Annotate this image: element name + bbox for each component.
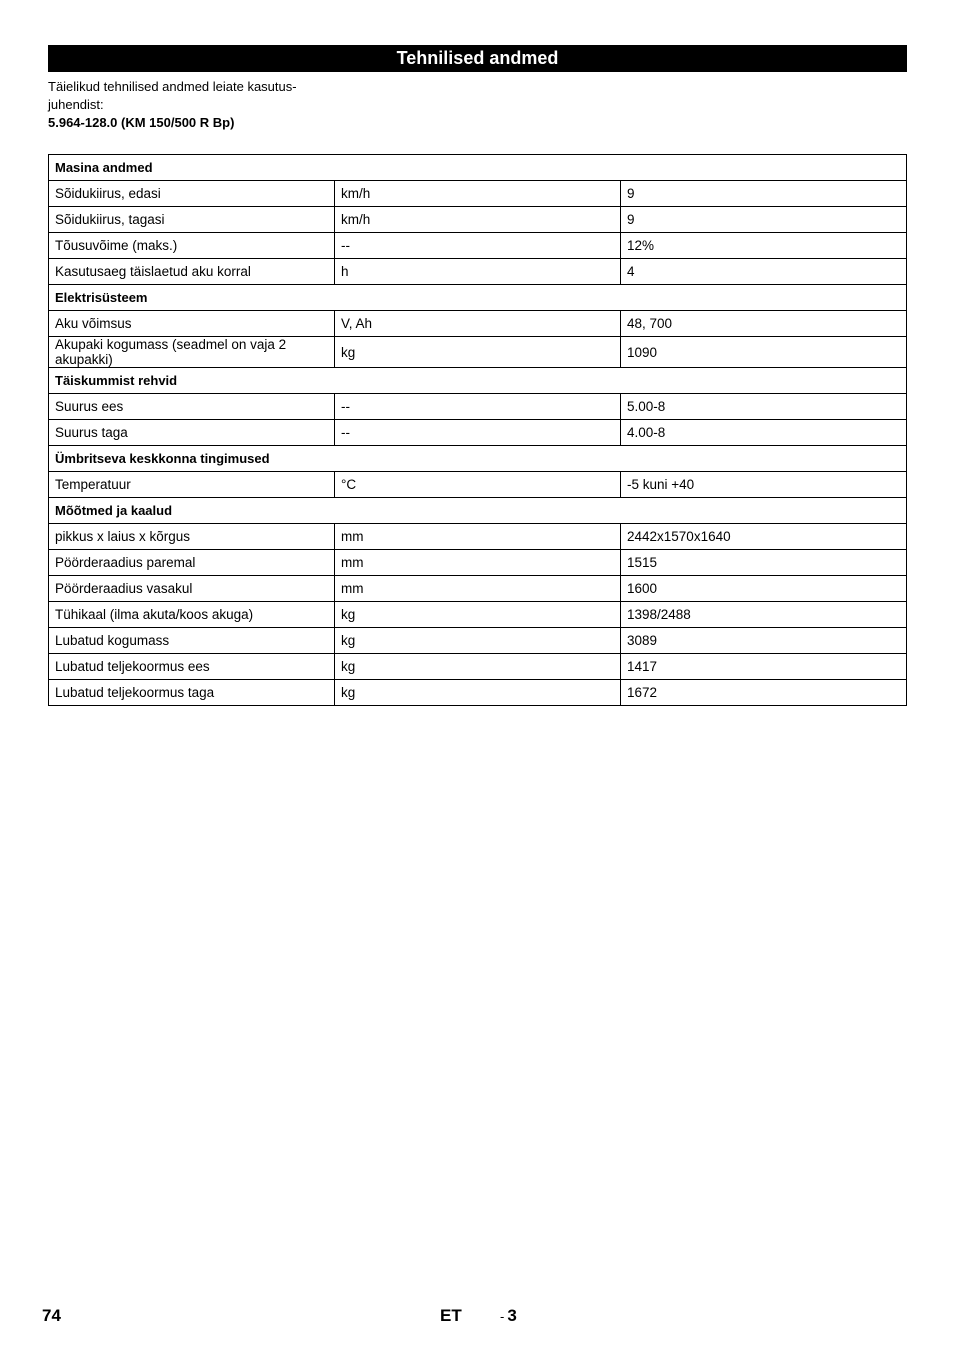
- row-value: 3089: [621, 628, 907, 654]
- row-label: Tühikaal (ilma akuta/koos akuga): [49, 602, 335, 628]
- section-title: Elektrisüsteem: [49, 285, 907, 311]
- row-value: 2442x1570x1640: [621, 524, 907, 550]
- table-row: [49, 628, 907, 654]
- language-code: ET: [440, 1306, 462, 1325]
- section-title: Masina andmed: [49, 155, 907, 181]
- row-label: Kasutusaeg täislaetud aku korral: [49, 259, 335, 285]
- row-unit: kg: [335, 654, 621, 680]
- intro-line-2: juhendist:: [48, 97, 104, 112]
- row-value: 4: [621, 259, 907, 285]
- row-value: 1398/2488: [621, 602, 907, 628]
- row-unit: kg: [335, 337, 621, 368]
- table-row: [49, 576, 907, 602]
- intro-line-1: Täielikud tehnilised andmed leiate kasutus-: [48, 79, 297, 94]
- table-row: [49, 602, 907, 628]
- row-unit: --: [335, 420, 621, 446]
- row-value: 9: [621, 207, 907, 233]
- section-header-row: [49, 155, 907, 181]
- model-number: 5.964-128.0 (KM 150/500 R Bp): [48, 115, 235, 130]
- row-label: Akupaki kogumass (seadmel on vaja 2 akupakki): [49, 337, 335, 368]
- row-label: Lubatud teljekoormus ees: [49, 654, 335, 680]
- table-row: [49, 654, 907, 680]
- row-value: -5 kuni +40: [621, 472, 907, 498]
- table-row: [49, 337, 907, 368]
- table-row: [49, 420, 907, 446]
- row-unit: kg: [335, 680, 621, 706]
- row-unit: km/h: [335, 207, 621, 233]
- row-value: 5.00-8: [621, 394, 907, 420]
- table-row: [49, 472, 907, 498]
- row-unit: °C: [335, 472, 621, 498]
- row-unit: mm: [335, 550, 621, 576]
- row-label: Aku võimsus: [49, 311, 335, 337]
- section-header-row: [49, 368, 907, 394]
- row-unit: kg: [335, 628, 621, 654]
- specifications-table: [48, 154, 907, 706]
- row-label: Suurus ees: [49, 394, 335, 420]
- row-label: Lubatud kogumass: [49, 628, 335, 654]
- table-row: [49, 207, 907, 233]
- section-title: Täiskummist rehvid: [49, 368, 907, 394]
- row-value: 1417: [621, 654, 907, 680]
- row-unit: V, Ah: [335, 311, 621, 337]
- row-value: 4.00-8: [621, 420, 907, 446]
- row-label: pikkus x laius x kõrgus: [49, 524, 335, 550]
- row-label: Pöörderaadius paremal: [49, 550, 335, 576]
- row-value: 1515: [621, 550, 907, 576]
- row-value: 12%: [621, 233, 907, 259]
- row-value: 9: [621, 181, 907, 207]
- row-unit: --: [335, 233, 621, 259]
- section-header-row: [49, 498, 907, 524]
- page-number: 74: [42, 1306, 61, 1325]
- table-row: [49, 233, 907, 259]
- row-unit: h: [335, 259, 621, 285]
- row-label: Sõidukiirus, edasi: [49, 181, 335, 207]
- row-label: Suurus taga: [49, 420, 335, 446]
- table-row: [49, 680, 907, 706]
- row-unit: kg: [335, 602, 621, 628]
- row-value: 1600: [621, 576, 907, 602]
- table-row: [49, 181, 907, 207]
- row-unit: --: [335, 394, 621, 420]
- page-title: Tehnilised andmed: [48, 45, 907, 72]
- section-header-row: [49, 285, 907, 311]
- row-unit: mm: [335, 524, 621, 550]
- row-label: Sõidukiirus, tagasi: [49, 207, 335, 233]
- section-title: Mõõtmed ja kaalud: [49, 498, 907, 524]
- row-value: 48, 700: [621, 311, 907, 337]
- row-label: Tõusuvõime (maks.): [49, 233, 335, 259]
- row-unit: mm: [335, 576, 621, 602]
- table-row: [49, 311, 907, 337]
- row-value: 1672: [621, 680, 907, 706]
- section-header-row: [49, 446, 907, 472]
- table-row: [49, 550, 907, 576]
- row-label: Temperatuur: [49, 472, 335, 498]
- sub-page-value: 3: [507, 1306, 517, 1325]
- table-row: [49, 259, 907, 285]
- row-unit: km/h: [335, 181, 621, 207]
- row-value: 1090: [621, 337, 907, 368]
- sub-page-dash: -: [500, 1309, 505, 1324]
- table-row: [49, 394, 907, 420]
- intro-text: [48, 78, 338, 132]
- row-label: Pöörderaadius vasakul: [49, 576, 335, 602]
- table-row: [49, 524, 907, 550]
- sub-page-number: [500, 1306, 517, 1326]
- row-label: Lubatud teljekoormus taga: [49, 680, 335, 706]
- section-title: Ümbritseva keskkonna tingimused: [49, 446, 907, 472]
